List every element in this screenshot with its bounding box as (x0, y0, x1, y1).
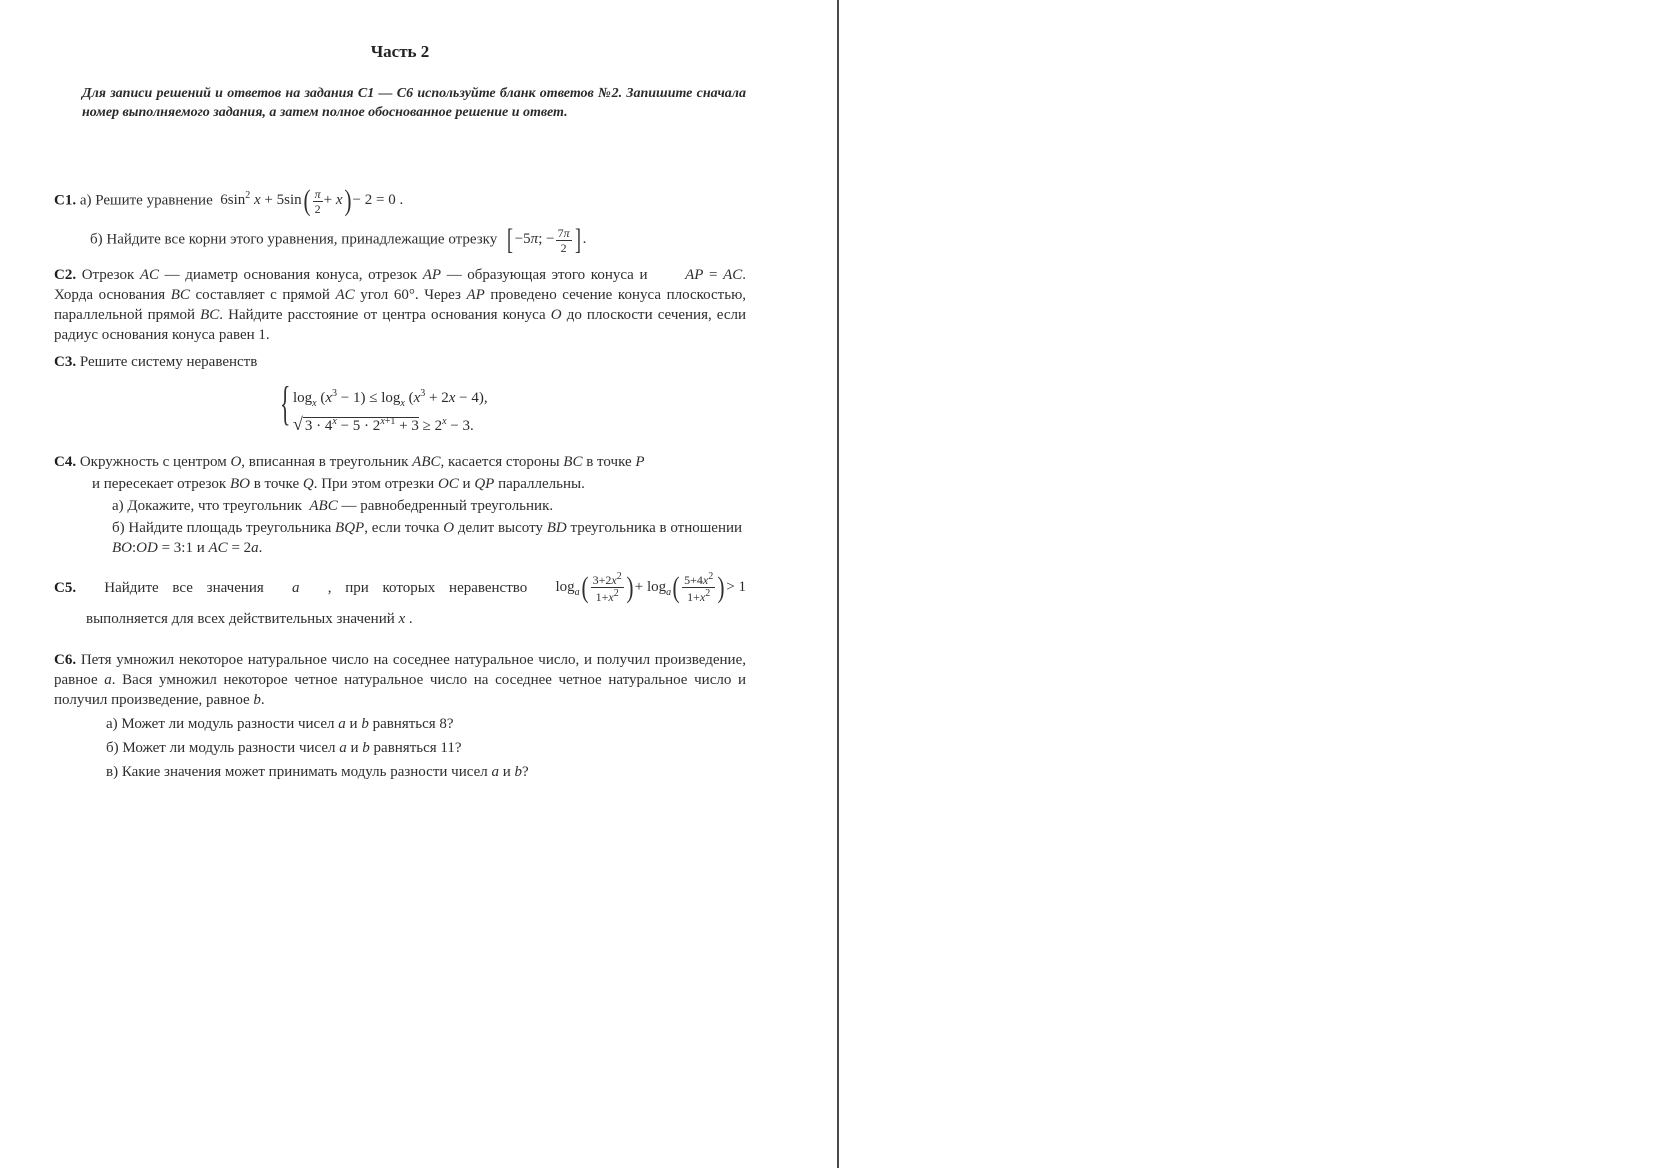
c5-inequality: $\log_a$( $\frac{3+2x^2}{1+x^2}$ ) + $\log_a$( $\frac{5+4x^2}{1+x^2}$ ) > 1 (555, 570, 746, 604)
c6-question-c: в) Какие значения может принимать модуль разности чисел (106, 764, 488, 780)
page-divider (837, 0, 839, 1168)
c4-text: Окружность с центром (79, 454, 227, 470)
problem-c1 (54, 186, 754, 216)
problem-c2: С2. Отрезок AC — диаметр основания конуса, отрезок AP — образующая этого конуса и AP = AC. Хорда основания BC составляет с прямой AC угол 60°. Через AP проведено сечение конуса плоскостью, параллельной прямой BC. Найдите расстояние от центра основания конуса O до плоскости сечения, если радиус основания конуса равен 1. (54, 267, 747, 343)
problem-c5: С5. Найдите все значения a , при которых неравенство $\log_a$( $\frac{3+2x^2}{1+x^2}$ ) + $\log_a$( $\frac{5+4x^2}{1+x^2}$ ) > 1 выполняется для всех действительных значений x . (54, 570, 746, 627)
c4-text: и пересекает отрезок (92, 476, 227, 492)
c5-text: Найдите все значения (104, 579, 264, 596)
c5-text: , при которых неравенство (327, 579, 528, 596)
c5-text: выполняется для всех действительных значений (86, 611, 395, 627)
problem-label: С2. (54, 267, 77, 283)
c4-part-b: , если точка (364, 520, 440, 536)
problem-c3 (54, 352, 746, 372)
c4-part-b: б) Найдите площадь треугольника (112, 520, 332, 536)
c2-text: составляет с прямой (195, 287, 330, 303)
c6-text: и (350, 740, 359, 756)
c2-text: до плоскости сечения, если радиус основания конуса равен 1. (54, 307, 747, 343)
problem-c1-part-b (90, 225, 770, 255)
system-row-2: √ $3 \cdot 4^x - 5 \cdot 2^{x+1} + 3 \ge 2^x - 3$. (293, 414, 474, 434)
c4-text: в точке (253, 476, 300, 492)
c6-question-a: равняться 8? (372, 716, 454, 732)
problem-label: С5. (54, 579, 77, 596)
c2-text: проведено сечение конуса плоскостью, параллельной прямой (54, 287, 747, 323)
c4-text: и (462, 476, 471, 492)
c4-text: . При этом отрезки (313, 476, 435, 492)
c4-text: , вписанная в треугольник (241, 454, 409, 470)
c6-question-a: а) Может ли модуль разности чисел (106, 716, 335, 732)
c6-question-b: равняться 11? (373, 740, 462, 756)
c6-text: и (502, 764, 511, 780)
c4-text: , касается стороны (440, 454, 560, 470)
system-row-1: $\log_x (x^3 - 1) \le \log_x (x^3 + 2x - 4)$, (293, 388, 488, 409)
c1-part-a-text: а) Решите уравнение (79, 192, 213, 209)
problem-label: С1. (54, 192, 77, 209)
c1-equation: $6\sin^2$ x + 5sin( $\frac{\pi}{2}$ + x) − 2 = 0 . (216, 184, 404, 217)
problem-label: С3. (54, 354, 77, 370)
c6-text: Петя умножил некоторое натуральное число на соседнее натуральное число, и получил произведение, равное (54, 652, 746, 688)
c2-text: . Хорда основания (54, 267, 747, 303)
c2-text: Отрезок (81, 267, 135, 283)
c4-part-b: треугольника в отношении (570, 520, 743, 536)
problem-label: С4. (54, 454, 77, 470)
c4-text: параллельны. (498, 476, 585, 492)
problem-label: С6. (54, 652, 77, 668)
c1-part-b-text: б) Найдите все корни этого уравнения, принадлежащие отрезку (90, 231, 498, 248)
c2-text: — образующая этого конуса и (446, 267, 648, 283)
c3-inequality-system (280, 377, 488, 436)
c4-part-a: — равнобедренный треугольник. (341, 498, 554, 514)
c4-part-a: а) Докажите, что треугольник (112, 498, 302, 514)
system-brace: { (280, 377, 291, 430)
instructions: Для записи решений и ответов на задания С1 — С6 используйте бланк ответов №2. Запишите сначала номер выполняемого задания, а затем полное обоснованное решение и ответ. (82, 86, 746, 120)
c3-text: Решите систему неравенств (79, 354, 258, 370)
c6-text: и (349, 716, 358, 732)
c2-text: — диаметр основания конуса, отрезок (164, 267, 418, 283)
c4-text: в точке (586, 454, 632, 470)
c6-question-b: б) Может ли модуль разности чисел (106, 740, 336, 756)
c6-text: . Вася умножил некоторое четное натуральное число на соседнее четное натуральное число и получил произведение, равное (54, 672, 747, 708)
c4-part-b: делит высоту (457, 520, 543, 536)
page-title: Часть 2 (370, 42, 430, 61)
problem-c4: С4. Окружность с центром O, вписанная в треугольник ABC, касается стороны BC в точке P и пересекает отрезок BO в точке Q. При этом отрезки OC и QP параллельны. а) Докажите, что треугольник ABC — равнобедренный треугольник. б) Найдите площадь треугольника BQP, если точка O делит высоту BD треугольника в отношении BO:OD = 3:1 и AC = 2a. (54, 454, 743, 556)
c2-text: угол 60°. Через (360, 287, 461, 303)
c2-text: . Найдите расстояние от центра основания конуса (219, 307, 546, 323)
problem-c6: С6. Петя умножил некоторое натуральное число на соседнее натуральное число, и получил произведение, равное a. Вася умножил некоторое четное натуральное число на соседнее четное натуральное число и получил произведение, равное b. а) Может ли модуль разности чисел a и b равняться 8? б) Может ли модуль разности чисел a и b равняться 11? в) Какие значения может принимать модуль разности чисел a и b? (54, 652, 747, 780)
c4-part-b: и (196, 540, 205, 556)
c1-interval: [ −5π; − $\frac{7\pi}{2}$ ] . (506, 223, 587, 256)
